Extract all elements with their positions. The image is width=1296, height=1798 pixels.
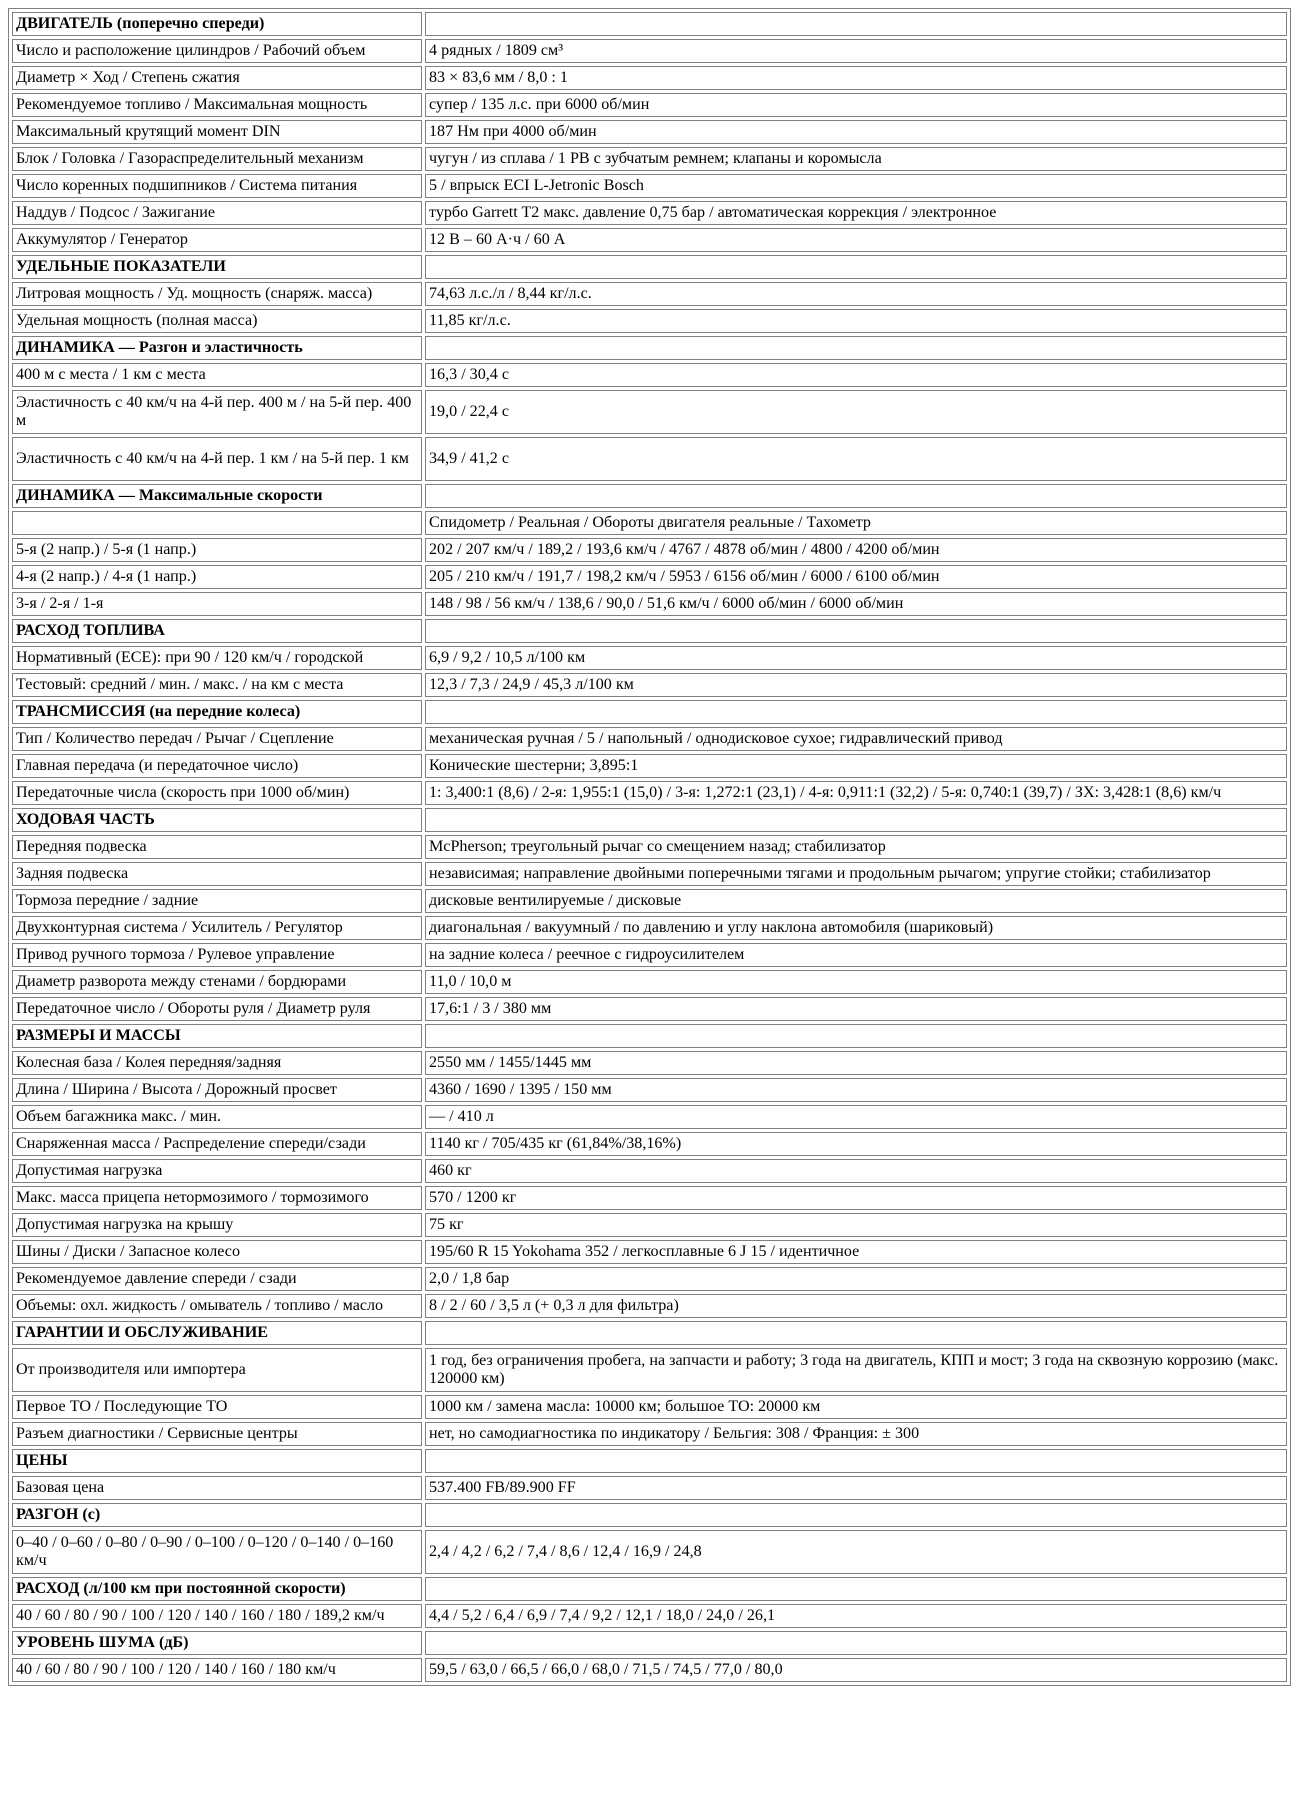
spec-row (12, 363, 1287, 387)
spec-label: Макс. масса прицепа нетормозимого / тормозимого (12, 1186, 422, 1210)
spec-row (12, 201, 1287, 225)
spec-label: Первое ТО / Последующие ТО (12, 1395, 422, 1419)
spec-value: диагональная / вакуумный / по давлению и углу наклона автомобиля (шариковый) (425, 916, 1287, 940)
section-header-row (12, 1503, 1287, 1527)
spec-label: Диаметр × Ход / Степень сжатия (12, 66, 422, 90)
spec-value: 2550 мм / 1455/1445 мм (425, 1051, 1287, 1075)
spec-row (12, 437, 1287, 481)
spec-label: Передняя подвеска (12, 835, 422, 859)
spec-value (425, 1024, 1287, 1048)
spec-row (12, 1422, 1287, 1446)
spec-value (425, 619, 1287, 643)
spec-value: 5 / впрыск ECI L-Jetronic Bosch (425, 174, 1287, 198)
spec-row (12, 646, 1287, 670)
spec-label: Аккумулятор / Генератор (12, 228, 422, 252)
spec-value: McPherson; треугольный рычаг со смещением назад; стабилизатор (425, 835, 1287, 859)
spec-value: нет, но самодиагностика по индикатору / Бельгия: 308 / Франция: ± 300 (425, 1422, 1287, 1446)
spec-value (425, 1321, 1287, 1345)
spec-value: 6,9 / 9,2 / 10,5 л/100 км (425, 646, 1287, 670)
spec-row (12, 781, 1287, 805)
section-title: ЦЕНЫ (12, 1449, 422, 1473)
spec-value: 19,0 / 22,4 с (425, 390, 1287, 434)
spec-label: Литровая мощность / Уд. мощность (снаряж. масса) (12, 282, 422, 306)
section-header-row (12, 1577, 1287, 1601)
spec-label: Базовая цена (12, 1476, 422, 1500)
spec-row (12, 1604, 1287, 1628)
spec-value: 4,4 / 5,2 / 6,4 / 6,9 / 7,4 / 9,2 / 12,1 / 18,0 / 24,0 / 26,1 (425, 1604, 1287, 1628)
spec-label: Эластичность с 40 км/ч на 4-й пер. 1 км / на 5-й пер. 1 км (12, 437, 422, 481)
spec-row (12, 727, 1287, 751)
spec-label: От производителя или импортера (12, 1348, 422, 1392)
spec-row (12, 538, 1287, 562)
spec-row (12, 66, 1287, 90)
spec-label: Передаточные числа (скорость при 1000 об/мин) (12, 781, 422, 805)
spec-row (12, 1658, 1287, 1682)
spec-row (12, 1051, 1287, 1075)
spec-label: Рекомендуемое топливо / Максимальная мощность (12, 93, 422, 117)
spec-label: Задняя подвеска (12, 862, 422, 886)
spec-label: Колесная база / Колея передняя/задняя (12, 1051, 422, 1075)
spec-value: 12,3 / 7,3 / 24,9 / 45,3 л/100 км (425, 673, 1287, 697)
spec-row (12, 1294, 1287, 1318)
spec-label: Эластичность с 40 км/ч на 4-й пер. 400 м / на 5-й пер. 400 м (12, 390, 422, 434)
section-title: ДИНАМИКА — Максимальные скорости (12, 484, 422, 508)
section-title: РАЗГОН (с) (12, 1503, 422, 1527)
spec-label: Число и расположение цилиндров / Рабочий объем (12, 39, 422, 63)
spec-value: 537.400 FB/89.900 FF (425, 1476, 1287, 1500)
spec-row (12, 1186, 1287, 1210)
spec-row (12, 565, 1287, 589)
spec-value: чугун / из сплава / 1 РВ с зубчатым ремнем; клапаны и коромысла (425, 147, 1287, 171)
spec-value: независимая; направление двойными поперечными тягами и продольным рычагом; упругие стойки; стабилизатор (425, 862, 1287, 886)
section-title: ДВИГАТЕЛЬ (поперечно спереди) (12, 12, 422, 36)
spec-label: Шины / Диски / Запасное колесо (12, 1240, 422, 1264)
spec-value: 8 / 2 / 60 / 3,5 л (+ 0,3 л для фильтра) (425, 1294, 1287, 1318)
spec-label: Число коренных подшипников / Система питания (12, 174, 422, 198)
spec-row (12, 1240, 1287, 1264)
spec-value: Конические шестерни; 3,895:1 (425, 754, 1287, 778)
spec-label: Допустимая нагрузка (12, 1159, 422, 1183)
spec-value: 202 / 207 км/ч / 189,2 / 193,6 км/ч / 4767 / 4878 об/мин / 4800 / 4200 об/мин (425, 538, 1287, 562)
spec-label: Объемы: охл. жидкость / омыватель / топливо / масло (12, 1294, 422, 1318)
spec-label: 4-я (2 напр.) / 4-я (1 напр.) (12, 565, 422, 589)
spec-row (12, 282, 1287, 306)
spec-value: 148 / 98 / 56 км/ч / 138,6 / 90,0 / 51,6 км/ч / 6000 об/мин / 6000 об/мин (425, 592, 1287, 616)
spec-row (12, 916, 1287, 940)
spec-label: Удельная мощность (полная масса) (12, 309, 422, 333)
spec-row (12, 1395, 1287, 1419)
section-header-row (12, 700, 1287, 724)
spec-row (12, 228, 1287, 252)
spec-label: 3-я / 2-я / 1-я (12, 592, 422, 616)
spec-value: 17,6:1 / 3 / 380 мм (425, 997, 1287, 1021)
spec-value: 187 Нм при 4000 об/мин (425, 120, 1287, 144)
spec-value: 460 кг (425, 1159, 1287, 1183)
section-header-row (12, 1449, 1287, 1473)
section-title: РАСХОД (л/100 км при постоянной скорости) (12, 1577, 422, 1601)
spec-label: Главная передача (и передаточное число) (12, 754, 422, 778)
spec-value (425, 255, 1287, 279)
section-title: РАЗМЕРЫ И МАССЫ (12, 1024, 422, 1048)
spec-value: 1140 кг / 705/435 кг (61,84%/38,16%) (425, 1132, 1287, 1156)
spec-label: 5-я (2 напр.) / 5-я (1 напр.) (12, 538, 422, 562)
spec-table (8, 8, 1291, 1686)
spec-row (12, 1213, 1287, 1237)
spec-value: 11,0 / 10,0 м (425, 970, 1287, 994)
spec-value: 205 / 210 км/ч / 191,7 / 198,2 км/ч / 5953 / 6156 об/мин / 6000 / 6100 об/мин (425, 565, 1287, 589)
spec-value: 75 кг (425, 1213, 1287, 1237)
spec-label: Максимальный крутящий момент DIN (12, 120, 422, 144)
spec-value (425, 1631, 1287, 1655)
spec-label: Тип / Количество передач / Рычаг / Сцепление (12, 727, 422, 751)
section-header-row (12, 1024, 1287, 1048)
spec-value: 11,85 кг/л.с. (425, 309, 1287, 333)
spec-value: 195/60 R 15 Yokohama 352 / легкосплавные 6 J 15 / идентичное (425, 1240, 1287, 1264)
spec-label: 400 м с места / 1 км с места (12, 363, 422, 387)
spec-label: Тестовый: средний / мин. / макс. / на км с места (12, 673, 422, 697)
spec-row (12, 511, 1287, 535)
section-title: УДЕЛЬНЫЕ ПОКАЗАТЕЛИ (12, 255, 422, 279)
section-title: РАСХОД ТОПЛИВА (12, 619, 422, 643)
spec-label: Передаточное число / Обороты руля / Диаметр руля (12, 997, 422, 1021)
spec-row (12, 862, 1287, 886)
section-header-row (12, 619, 1287, 643)
spec-label: Допустимая нагрузка на крышу (12, 1213, 422, 1237)
spec-row (12, 889, 1287, 913)
spec-value: механическая ручная / 5 / напольный / однодисковое сухое; гидравлический привод (425, 727, 1287, 751)
spec-value: 2,4 / 4,2 / 6,2 / 7,4 / 8,6 / 12,4 / 16,9 / 24,8 (425, 1530, 1287, 1574)
section-header-row (12, 808, 1287, 832)
section-header-row (12, 1631, 1287, 1655)
spec-row (12, 1267, 1287, 1291)
spec-row (12, 309, 1287, 333)
spec-value: 1 год, без ограничения пробега, на запчасти и работу; 3 года на двигатель, КПП и мост; 3 года на сквозную коррозию (макс. 120000 км) (425, 1348, 1287, 1392)
spec-label: Длина / Ширина / Высота / Дорожный просвет (12, 1078, 422, 1102)
spec-value: 16,3 / 30,4 с (425, 363, 1287, 387)
spec-row (12, 754, 1287, 778)
spec-row (12, 147, 1287, 171)
spec-label: 0–40 / 0–60 / 0–80 / 0–90 / 0–100 / 0–120 / 0–140 / 0–160 км/ч (12, 1530, 422, 1574)
spec-row (12, 120, 1287, 144)
spec-label: 40 / 60 / 80 / 90 / 100 / 120 / 140 / 160 / 180 км/ч (12, 1658, 422, 1682)
spec-row (12, 1476, 1287, 1500)
spec-row (12, 39, 1287, 63)
spec-label: Объем багажника макс. / мин. (12, 1105, 422, 1129)
spec-value: 570 / 1200 кг (425, 1186, 1287, 1210)
spec-row (12, 970, 1287, 994)
spec-label: Двухконтурная система / Усилитель / Регулятор (12, 916, 422, 940)
section-header-row (12, 484, 1287, 508)
section-header-row (12, 12, 1287, 36)
section-title: УРОВЕНЬ ШУМА (дБ) (12, 1631, 422, 1655)
spec-row (12, 997, 1287, 1021)
spec-value: 34,9 / 41,2 с (425, 437, 1287, 481)
spec-value: 4 рядных / 1809 см³ (425, 39, 1287, 63)
spec-value: 59,5 / 63,0 / 66,5 / 66,0 / 68,0 / 71,5 / 74,5 / 77,0 / 80,0 (425, 1658, 1287, 1682)
spec-value (425, 1449, 1287, 1473)
spec-row (12, 1159, 1287, 1183)
spec-table-body (12, 12, 1287, 1682)
spec-value: супер / 135 л.с. при 6000 об/мин (425, 93, 1287, 117)
spec-value: 4360 / 1690 / 1395 / 150 мм (425, 1078, 1287, 1102)
spec-row (12, 673, 1287, 697)
spec-value: турбо Garrett T2 макс. давление 0,75 бар / автоматическая коррекция / электронное (425, 201, 1287, 225)
spec-row (12, 174, 1287, 198)
spec-value (425, 808, 1287, 832)
spec-value: 83 × 83,6 мм / 8,0 : 1 (425, 66, 1287, 90)
spec-row (12, 1132, 1287, 1156)
spec-label: Привод ручного тормоза / Рулевое управление (12, 943, 422, 967)
spec-label: Тормоза передние / задние (12, 889, 422, 913)
spec-row (12, 1348, 1287, 1392)
spec-value: дисковые вентилируемые / дисковые (425, 889, 1287, 913)
spec-value (425, 484, 1287, 508)
spec-label: Блок / Головка / Газораспределительный механизм (12, 147, 422, 171)
spec-row (12, 390, 1287, 434)
section-title: ГАРАНТИИ И ОБСЛУЖИВАНИЕ (12, 1321, 422, 1345)
spec-value: — / 410 л (425, 1105, 1287, 1129)
spec-value: 12 В – 60 А·ч / 60 А (425, 228, 1287, 252)
spec-value (425, 1503, 1287, 1527)
spec-label: 40 / 60 / 80 / 90 / 100 / 120 / 140 / 160 / 180 / 189,2 км/ч (12, 1604, 422, 1628)
spec-value: Спидометр / Реальная / Обороты двигателя реальные / Тахометр (425, 511, 1287, 535)
spec-value: 74,63 л.с./л / 8,44 кг/л.с. (425, 282, 1287, 306)
spec-label: Диаметр разворота между стенами / бордюрами (12, 970, 422, 994)
spec-label: Наддув / Подсос / Зажигание (12, 201, 422, 225)
spec-label: Рекомендуемое давление спереди / сзади (12, 1267, 422, 1291)
spec-row (12, 943, 1287, 967)
spec-row (12, 1105, 1287, 1129)
section-header-row (12, 336, 1287, 360)
spec-value (425, 336, 1287, 360)
section-title: ДИНАМИКА — Разгон и эластичность (12, 336, 422, 360)
spec-value: на задние колеса / реечное с гидроусилителем (425, 943, 1287, 967)
spec-label (12, 511, 422, 535)
spec-label: Снаряженная масса / Распределение спереди/сзади (12, 1132, 422, 1156)
spec-value: 2,0 / 1,8 бар (425, 1267, 1287, 1291)
spec-value (425, 700, 1287, 724)
spec-row (12, 835, 1287, 859)
spec-row (12, 1078, 1287, 1102)
section-title: ТРАНСМИССИЯ (на передние колеса) (12, 700, 422, 724)
spec-row (12, 1530, 1287, 1574)
spec-value (425, 1577, 1287, 1601)
spec-value: 1: 3,400:1 (8,6) / 2-я: 1,955:1 (15,0) / 3-я: 1,272:1 (23,1) / 4-я: 0,911:1 (32,2) / 5-я: 0,740:1 (39,7) / ЗХ: 3,428:1 (8,6) км/ч (425, 781, 1287, 805)
spec-label: Нормативный (ЕСЕ): при 90 / 120 км/ч / городской (12, 646, 422, 670)
section-header-row (12, 1321, 1287, 1345)
spec-label: Разъем диагностики / Сервисные центры (12, 1422, 422, 1446)
section-title: ХОДОВАЯ ЧАСТЬ (12, 808, 422, 832)
spec-row (12, 592, 1287, 616)
spec-value (425, 12, 1287, 36)
section-header-row (12, 255, 1287, 279)
spec-row (12, 93, 1287, 117)
spec-value: 1000 км / замена масла: 10000 км; большое ТО: 20000 км (425, 1395, 1287, 1419)
